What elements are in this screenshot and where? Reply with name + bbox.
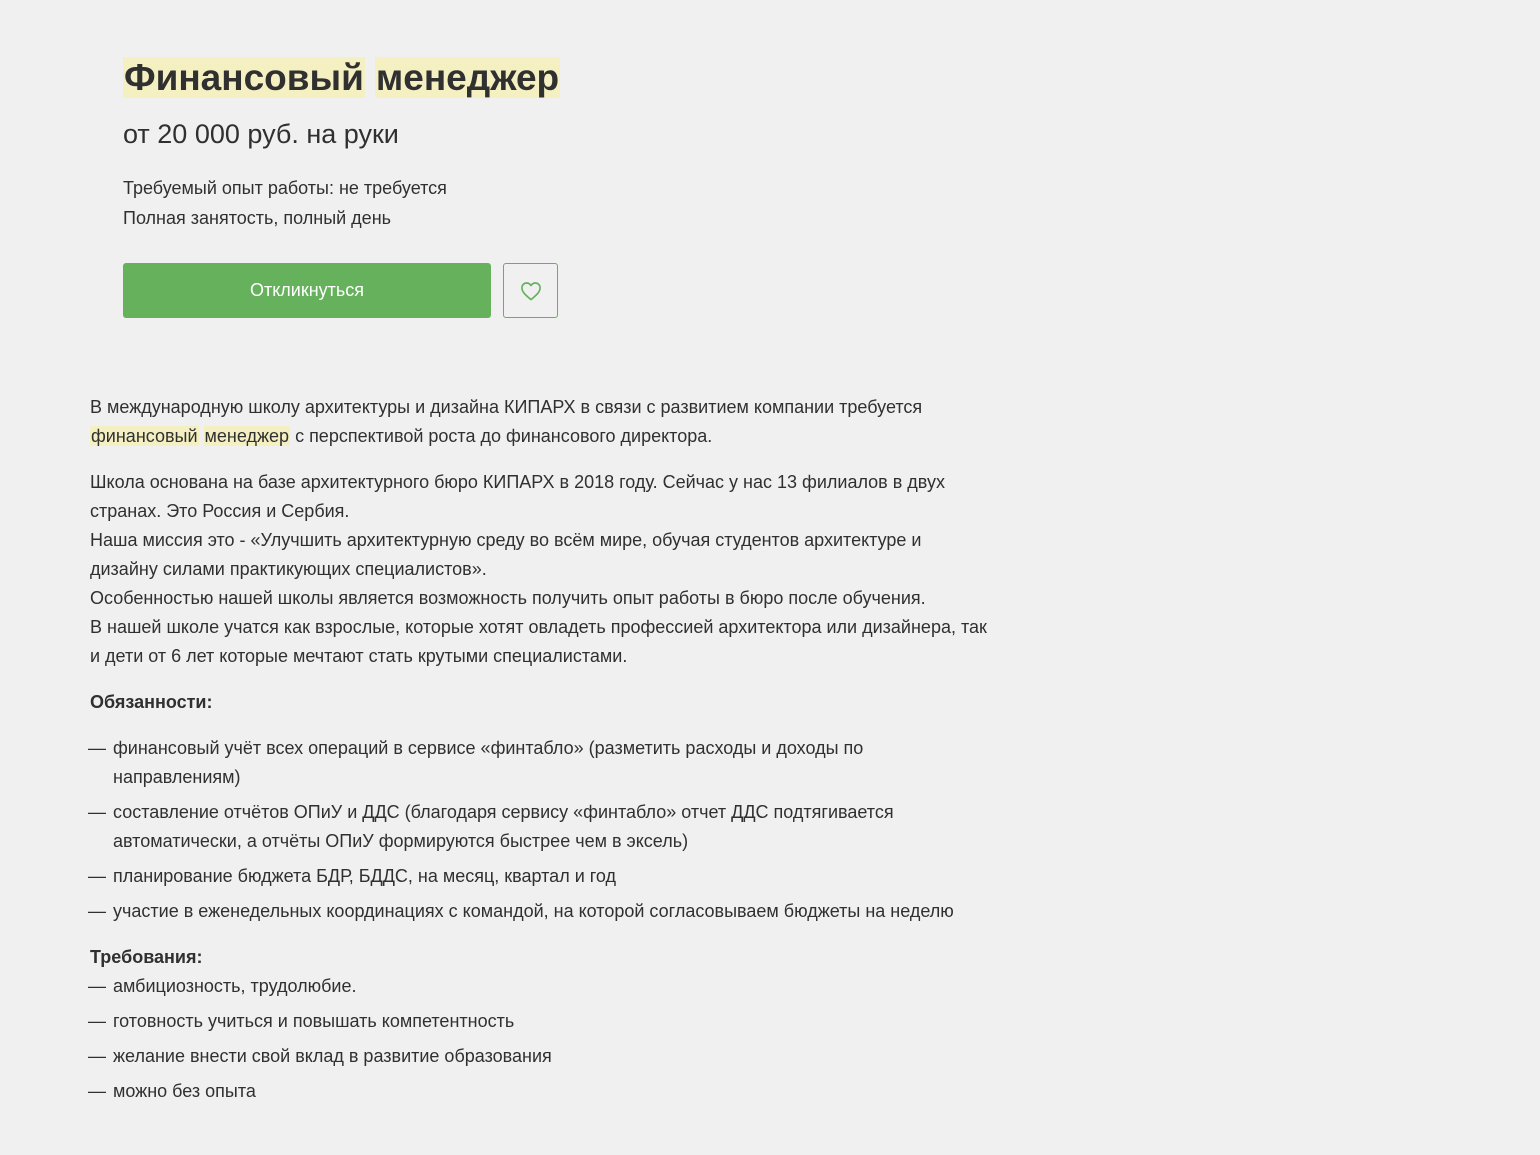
list-item: — готовность учиться и повышать компетентность	[90, 1007, 990, 1036]
list-item: — составление отчётов ОПиУ и ДДС (благодаря сервису «финтабло» отчет ДДС подтягивается автоматически, а отчёты ОПиУ формируются быстрее чем в эксель)	[90, 798, 990, 856]
vacancy-actions	[123, 263, 558, 318]
about-line: Школа основана на базе архитектурного бюро КИПАРХ в 2018 году. Сейчас у нас 13 филиалов в двух странах. Это Россия и Сербия.	[90, 472, 945, 521]
title-highlight-word: менеджер	[375, 57, 560, 98]
list-item: — можно без опыта	[90, 1077, 990, 1106]
vacancy-description	[90, 393, 990, 1112]
intro-paragraph: В международную школу архитектуры и дизайна КИПАРХ в связи с развитием компании требуется финансовый менеджер с перспективой роста до финансового директора.	[90, 397, 923, 446]
employment-text: Полная занятость, полный день	[123, 208, 392, 228]
vacancy-header	[123, 52, 823, 300]
title-highlight-word: Финансовый	[124, 57, 364, 98]
list-item: — планирование бюджета БДР, БДДС, на месяц, квартал и год	[90, 862, 990, 891]
duties-title: Обязанности:	[90, 692, 213, 712]
about-line: Особенностью нашей школы является возможность получить опыт работы в бюро после обучения.	[90, 588, 926, 608]
requirements-list	[90, 972, 990, 1106]
experience-text: Требуемый опыт работы: не требуется	[123, 178, 447, 198]
about-line: Наша миссия это - «Улучшить архитектурную среду во всём мире, обучая студентов архитектуре и дизайну силами практикующих специалистов».	[90, 530, 922, 579]
vacancy-salary: от 20 000 руб. на руки	[123, 119, 399, 149]
list-item: — желание внести свой вклад в развитие образования	[90, 1042, 990, 1071]
requirements-title: Требования:	[90, 947, 203, 967]
vacancy-title	[123, 52, 823, 104]
list-item: — финансовый учёт всех операций в сервисе «финтабло» (разметить расходы и доходы по направлениям)	[90, 734, 990, 792]
duties-list	[90, 734, 990, 926]
list-item: — амбициозность, трудолюбие.	[90, 972, 990, 1001]
highlight-word: менеджер	[204, 426, 290, 446]
list-item: — участие в еженедельных координациях с командой, на которой согласовываем бюджеты на неделю	[90, 897, 990, 926]
favorite-button[interactable]	[503, 263, 558, 318]
respond-button[interactable]: Откликнуться	[123, 263, 491, 318]
highlight-word: финансовый	[91, 426, 198, 446]
heart-icon	[520, 281, 542, 301]
about-line: В нашей школе учатся как взрослые, которые хотят овладеть профессией архитектора или дизайнера, так и дети от 6 лет которые мечтают стать крутыми специалистами.	[90, 617, 987, 666]
vacancy-meta	[123, 173, 447, 233]
about-block	[90, 468, 990, 671]
